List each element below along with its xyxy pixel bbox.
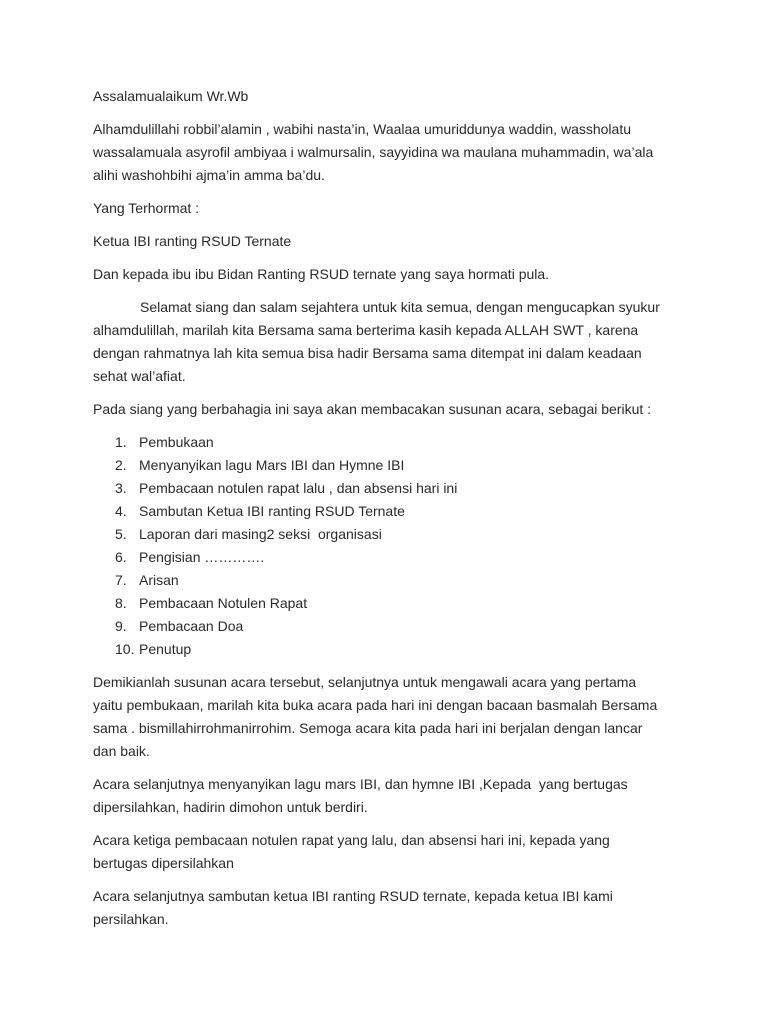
agenda-number: 10. bbox=[115, 641, 135, 657]
agenda-item bbox=[93, 477, 693, 500]
agenda-item bbox=[93, 523, 693, 546]
agenda-text: Penutup bbox=[139, 641, 192, 657]
third-item-paragraph bbox=[93, 829, 693, 875]
welcome-line: dengan rahmatnya lah kita semua bisa hadir Bersama sama ditempat ini dalam keadaan bbox=[93, 345, 642, 361]
agenda-text: Menyanyikan lagu Mars IBI dan Hymne IBI bbox=[139, 457, 405, 473]
agenda-text: Pembacaan Notulen Rapat bbox=[139, 595, 308, 611]
opening-paragraph bbox=[93, 118, 693, 187]
chair-line: Ketua IBI ranting RSUD Ternate bbox=[93, 233, 292, 249]
opening-line: Alhamdulillahi robbil’alamin , wabihi nasta’in, Waalaa umuriddunya waddin, wassholatu bbox=[93, 121, 631, 137]
opening-line: wassalamuala asyrofil ambiyaa i walmursalin, sayyidina wa maulana muhammadin, wa’ala bbox=[93, 144, 654, 160]
agenda-intro: Pada siang yang berbahagia ini saya akan membacakan susunan acara, sebagai berikut : bbox=[93, 401, 652, 417]
closing-line: Demikianlah susunan acara tersebut, selanjutnya untuk mengawali acara yang pertama bbox=[93, 674, 637, 690]
agenda-text: Sambutan Ketua IBI ranting RSUD Ternate bbox=[139, 503, 405, 519]
third-item-line: bertugas dipersilahkan bbox=[93, 855, 234, 871]
agenda-text: Pengisian …………. bbox=[139, 549, 265, 565]
agenda-number: 8. bbox=[115, 595, 127, 611]
agenda-number: 1. bbox=[115, 434, 127, 450]
agenda-number: 9. bbox=[115, 618, 127, 634]
welcome-line: sehat wal’afiat. bbox=[93, 368, 186, 384]
document-body bbox=[93, 85, 693, 931]
agenda-item bbox=[93, 500, 693, 523]
agenda-item bbox=[93, 546, 693, 569]
opening-line: alihi washohbihi ajma’in amma ba’du. bbox=[93, 167, 325, 183]
closing-line: dan baik. bbox=[93, 743, 150, 759]
welcome-line: alhamdulillah, marilah kita Bersama sama berterima kasih kepada ALLAH SWT , karena bbox=[93, 322, 639, 338]
honorific-line: Yang Terhormat : bbox=[93, 200, 200, 216]
agenda-number: 5. bbox=[115, 526, 127, 542]
anthem-line: Acara selanjutnya menyanyikan lagu mars IBI, dan hymne IBI ,Kepada yang bertugas bbox=[93, 776, 628, 792]
agenda-item bbox=[93, 431, 693, 454]
greeting-line: Assalamualaikum Wr.Wb bbox=[93, 88, 249, 104]
agenda-item bbox=[93, 592, 693, 615]
anthem-paragraph bbox=[93, 773, 693, 819]
agenda-text: Laporan dari masing2 seksi organisasi bbox=[139, 526, 382, 542]
agenda-text: Arisan bbox=[139, 572, 179, 588]
welcome-paragraph bbox=[93, 296, 693, 388]
agenda-item bbox=[93, 615, 693, 638]
speech-paragraph bbox=[93, 885, 693, 931]
third-item-line: Acara ketiga pembacaan notulen rapat yang lalu, dan absensi hari ini, kepada yang bbox=[93, 832, 610, 848]
audience-line: Dan kepada ibu ibu Bidan Ranting RSUD ternate yang saya hormati pula. bbox=[93, 266, 550, 282]
speech-line: Acara selanjutnya sambutan ketua IBI ranting RSUD ternate, kepada ketua IBI kami bbox=[93, 888, 613, 904]
agenda-number: 6. bbox=[115, 549, 127, 565]
closing-paragraph bbox=[93, 671, 693, 763]
agenda-text: Pembacaan Doa bbox=[139, 618, 244, 634]
closing-line: sama . bismillahirrohmanirrohim. Semoga acara kita pada hari ini berjalan dengan lancar bbox=[93, 720, 643, 736]
speech-line: persilahkan. bbox=[93, 911, 169, 927]
welcome-line: Selamat siang dan salam sejahtera untuk kita semua, dengan mengucapkan syukur bbox=[140, 299, 660, 315]
agenda-item bbox=[93, 454, 693, 477]
closing-line: yaitu pembukaan, marilah kita buka acara pada hari ini dengan bacaan basmalah Bersama bbox=[93, 697, 658, 713]
agenda-number: 7. bbox=[115, 572, 127, 588]
agenda-number: 4. bbox=[115, 503, 127, 519]
agenda-text: Pembacaan notulen rapat lalu , dan absensi hari ini bbox=[139, 480, 458, 496]
agenda-text: Pembukaan bbox=[139, 434, 214, 450]
agenda-number: 2. bbox=[115, 457, 127, 473]
agenda-item bbox=[93, 638, 693, 661]
agenda-list bbox=[93, 431, 693, 661]
anthem-line: dipersilahkan, hadirin dimohon untuk berdiri. bbox=[93, 799, 368, 815]
agenda-number: 3. bbox=[115, 480, 127, 496]
agenda-item bbox=[93, 569, 693, 592]
